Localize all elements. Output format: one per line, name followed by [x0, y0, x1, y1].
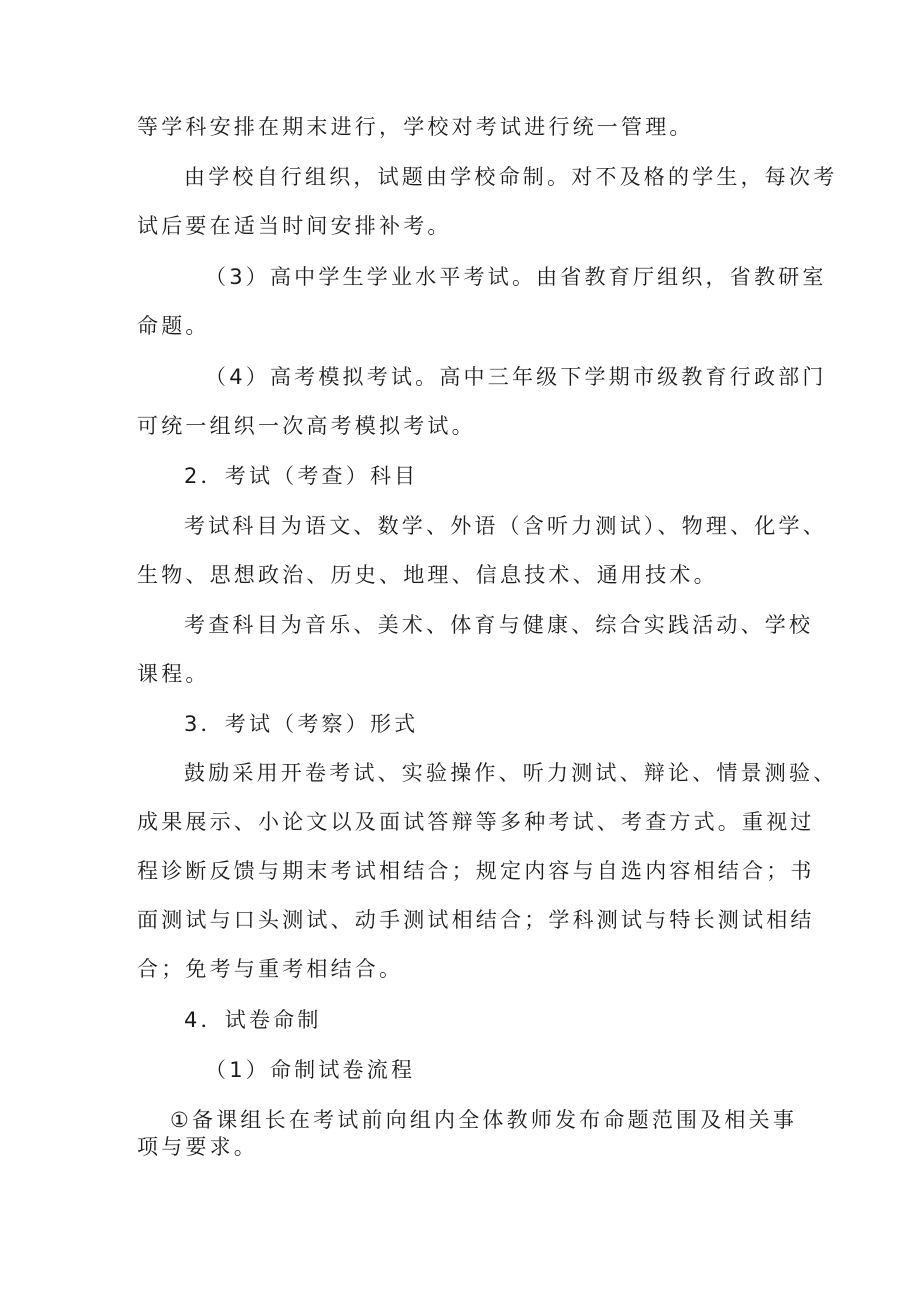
paragraph-line: （3）高中学生学业水平考试。由省教育厅组织，省教研室	[205, 265, 827, 289]
paragraph-line: 面测试与口头测试、动手测试相结合；学科测试与特长测试相结	[137, 908, 815, 932]
section-heading: 4．试卷命制	[184, 1008, 322, 1032]
paragraph-line: 成果展示、小论文以及面试答辩等多种考试、考查方式。重视过	[137, 810, 815, 834]
paragraph-line: 程诊断反馈与期末考试相结合；规定内容与自选内容相结合；书	[137, 859, 815, 883]
paragraph-line: 命题。	[137, 314, 210, 338]
paragraph-line: 合；免考与重考相结合。	[137, 957, 404, 981]
subsection-heading: （1）命制试卷流程	[205, 1058, 416, 1082]
paragraph-line: 等学科安排在期末进行，学校对考试进行统一管理。	[137, 115, 694, 139]
paragraph-line: 生物、思想政治、历史、地理、信息技术、通用技术。	[137, 563, 718, 587]
paragraph-line: 鼓励采用开卷考试、实验操作、听力测试、辩论、情景测验、	[184, 761, 838, 785]
paragraph-line: ①备课组长在考试前向组内全体教师发布命题范围及相关事	[170, 1108, 798, 1132]
paragraph-line: 考查科目为音乐、美术、体育与健康、综合实践活动、学校	[184, 613, 814, 637]
section-heading: 3．考试（考察）形式	[184, 712, 419, 736]
paragraph-line: 考试科目为语文、数学、外语（含听力测试）、物理、化学、	[184, 514, 827, 538]
paragraph-line: 课程。	[137, 662, 210, 686]
paragraph-line: 试后要在适当时间安排补考。	[137, 214, 452, 238]
paragraph-line: 由学校自行组织，试题由学校命制。对不及格的学生，每次考	[184, 165, 838, 189]
section-heading: 2．考试（考查）科目	[184, 464, 419, 488]
paragraph-line: （4）高考模拟考试。高中三年级下学期市级教育行政部门	[205, 365, 827, 389]
paragraph-line: 项与要求。	[137, 1135, 258, 1159]
paragraph-line: 可统一组织一次高考模拟考试。	[137, 414, 476, 438]
